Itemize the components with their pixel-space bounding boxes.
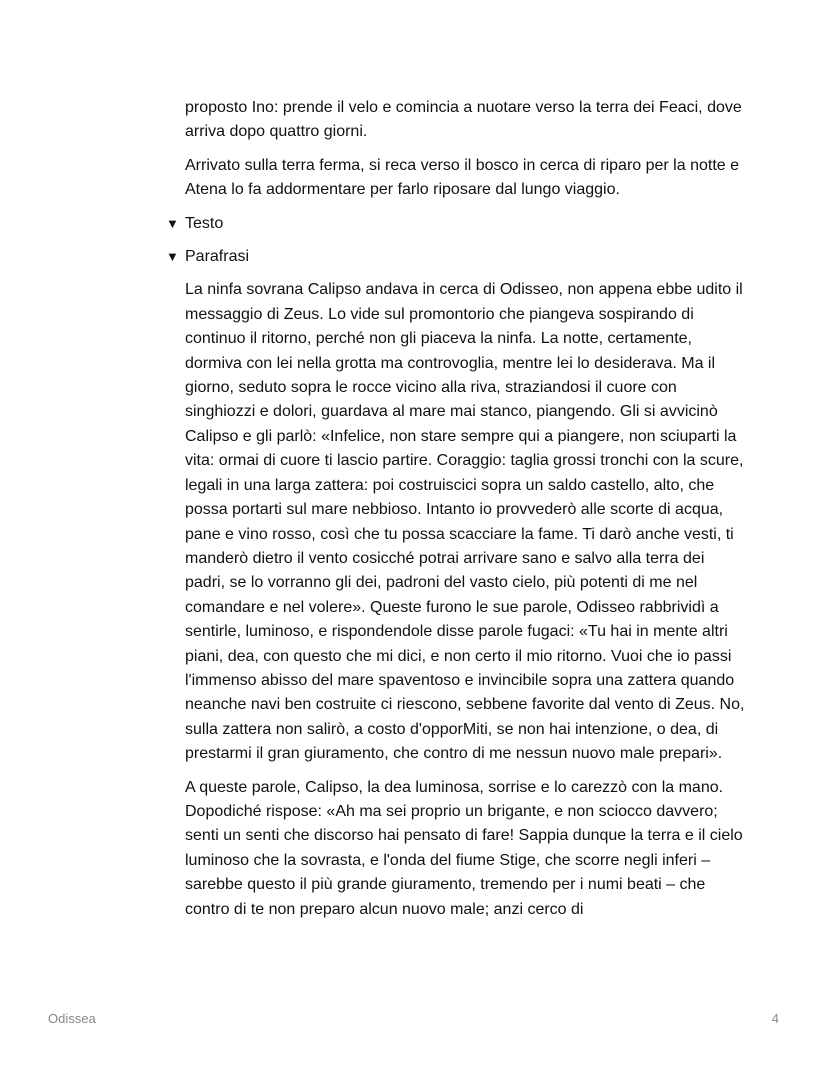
triangle-down-icon: ▼ (166, 215, 179, 231)
paragraph: La ninfa sovrana Calipso andava in cerca di Odisseo, non appena ebbe udito il messaggio di Zeus. Lo vide sul promontorio che piangeva sospirando di continuo il ritorno, perché non gli piaceva la ninfa. La notte, certamente, dormiva con lei nella grotta ma controvoglia, mentre lei lo desiderava. Ma il giorno, seduto sopra le rocce vicino alla riva, straziandosi il cuore con singhiozzi e dolori, guardava al mare mai stanco, piangendo. Gli si avvicinò Calipso e gli parlò: «Infelice, non stare sempre qui a piangere, non sciuparti la vita: ormai di cuore ti lascio partire. Coraggio: taglia grossi tronchi con la scure, legali in una larga zattera: poi costruiscici sopra un saldo castello, alto, che possa portarti sul mare nebbioso. Intanto io provvederò alle scorte di acqua, pane e vino rosso, così che tu possa scacciare la fame. Ti darò anche vesti, ti manderò dietro il vento cosicché potrai arrivare sano e salvo alla terra dei padri, se lo vorranno gli dei, padroni del vasto cielo, più potenti di me nel comandare e nel volere». Queste furono le sue parole, Odisseo rabbrividì a sentirle, luminoso, e rispondendole disse parole fugaci: «Tu hai in mente altri piani, dea, con questo che mi dici, e non certo il mio ritorno. Vuoi che io passi l'immenso abisso del mare spaventoso e invincibile sopra una zattera quando neanche navi ben costruite ci riescono, sebbene favorite dal vento di Zeus. No, sulla zattera non salirò, a costo d'opporMiti, se non hai intenzione, o dea, di prestarmi il gran giuramento, che contro di me nessun nuovo male prepari». (185, 281, 745, 763)
paragraph: Arrivato sulla terra ferma, si reca verso il bosco in cerca di riparo per la notte e Atena lo fa addormentare per farlo riposare dal lungo viaggio. (185, 156, 740, 199)
footer-document-title: Odissea (48, 1011, 96, 1026)
document-body (166, 96, 745, 931)
footer-page-number: 4 (771, 1011, 779, 1026)
toggle-parafrasi[interactable] (166, 245, 745, 269)
toggle-label: Testo (185, 214, 224, 232)
paragraph: A queste parole, Calipso, la dea luminosa, sorrise e lo carezzò con la mano. Dopodiché rispose: «Ah ma sei proprio un brigante, e non sciocco davvero; senti un senti che discorso hai pensato di fare! Sappia dunque la terra e il cielo luminoso che la sovrasta, e l'onda del fiume Stige, che scorre negli inferi – sarebbe questo il più grande giuramento, tremendo per i numi beati – che contro di te non preparo alcun nuovo male; anzi cerco di (185, 778, 743, 918)
toggle-label: Parafrasi (185, 248, 250, 266)
parafrasi-content (185, 278, 745, 922)
toggle-testo[interactable] (166, 212, 745, 236)
triangle-down-icon: ▼ (166, 249, 179, 265)
paragraph: proposto Ino: prende il velo e comincia a nuotare verso la terra dei Feaci, dove arriva dopo quattro giorni. (185, 99, 742, 141)
